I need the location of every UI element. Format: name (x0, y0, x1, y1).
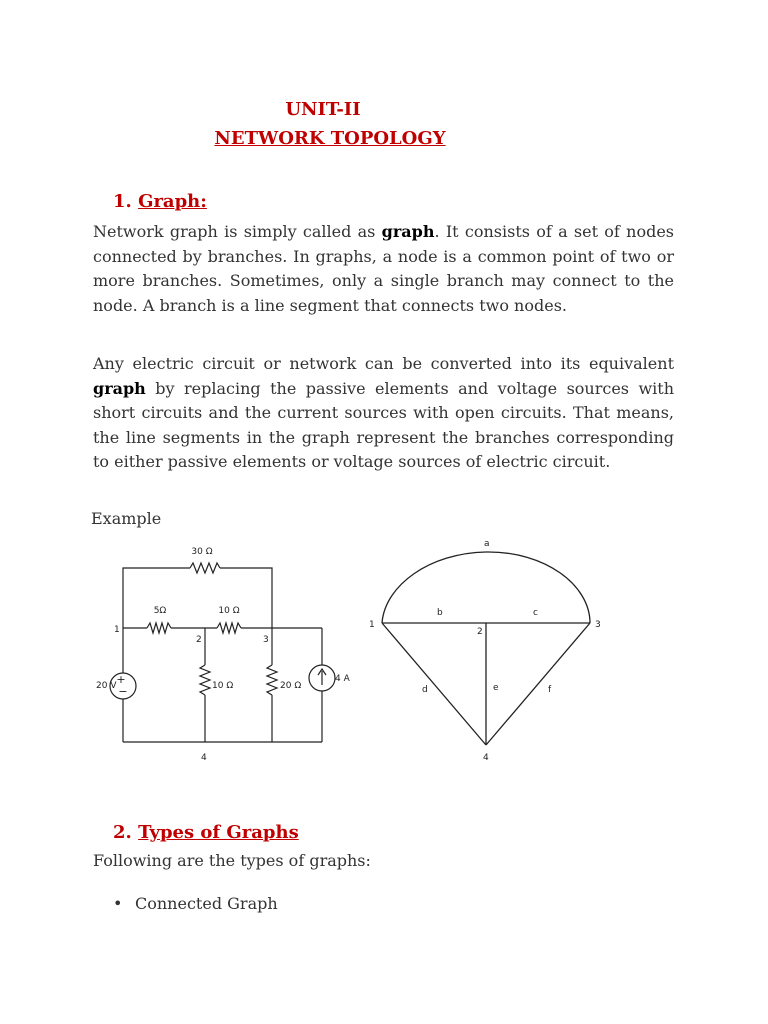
text-run: . It consists of a set of nodes connected by branches. In graphs, a node is a common point of two or more branches. Sometimes, only a single branch may connect to the node. A branch is a line segment that connects two nodes. (93, 222, 674, 315)
list-item-label: Connected Graph (135, 894, 278, 913)
graph-node-4: 4 (483, 753, 489, 763)
graph-branch-b: b (437, 608, 443, 618)
circuit-node-2: 2 (196, 635, 202, 645)
graph-branch-f: f (548, 685, 552, 695)
svg-text:+: + (116, 673, 126, 686)
paragraph-circuit-conversion (93, 352, 674, 475)
circuit-node-1: 1 (114, 625, 120, 635)
graph-node-1: 1 (369, 620, 375, 630)
resistor-20-label: 20 Ω (280, 681, 302, 691)
network-graph-diagram (360, 535, 610, 765)
resistor-30-label: 30 Ω (191, 547, 213, 557)
bold-term: graph (93, 378, 146, 398)
bullet-icon: • (113, 894, 123, 913)
circuit-node-3: 3 (263, 635, 269, 645)
section-title: Graph: (138, 191, 207, 212)
graph-branch-c: c (533, 608, 538, 618)
graph-node-2: 2 (477, 627, 483, 637)
circuit-node-4: 4 (201, 753, 207, 763)
resistor-10v-label: 10 Ω (212, 681, 234, 691)
graph-branch-e: e (493, 683, 499, 693)
resistor-10-label: 10 Ω (218, 606, 240, 616)
types-intro: Following are the types of graphs: (93, 851, 371, 870)
graph-branch-d: d (422, 685, 428, 695)
graph-branch-a: a (484, 539, 490, 549)
voltage-source-label: 20 V (96, 681, 117, 691)
list-item (113, 894, 278, 913)
current-source-label: 4 A (335, 674, 350, 684)
section-number: 2. (113, 822, 132, 843)
paragraph-graph-definition (93, 220, 674, 318)
section-heading-types (113, 822, 299, 843)
graph-node-3: 3 (595, 620, 601, 630)
unit-title: UNIT-II (285, 99, 361, 120)
text-run: Network graph is simply called as (93, 222, 382, 241)
circuit-diagram (95, 538, 350, 768)
text-run: Any electric circuit or network can be converted into its equivalent (93, 354, 674, 373)
section-title: Types of Graphs (138, 822, 299, 843)
topic-title: NETWORK TOPOLOGY (214, 128, 446, 149)
svg-text:−: − (118, 685, 128, 698)
bold-term: graph (381, 222, 435, 241)
resistor-5-label: 5Ω (153, 606, 167, 616)
section-number: 1. (113, 191, 132, 212)
text-run: by replacing the passive elements and voltage sources with short circuits and the current sources with open circuits. That means, the line segments in the graph represent the branches corresponding to either passive elements or voltage sources of electric circuit. (93, 378, 674, 471)
section-heading-graph (113, 191, 207, 212)
example-label: Example (91, 509, 162, 528)
